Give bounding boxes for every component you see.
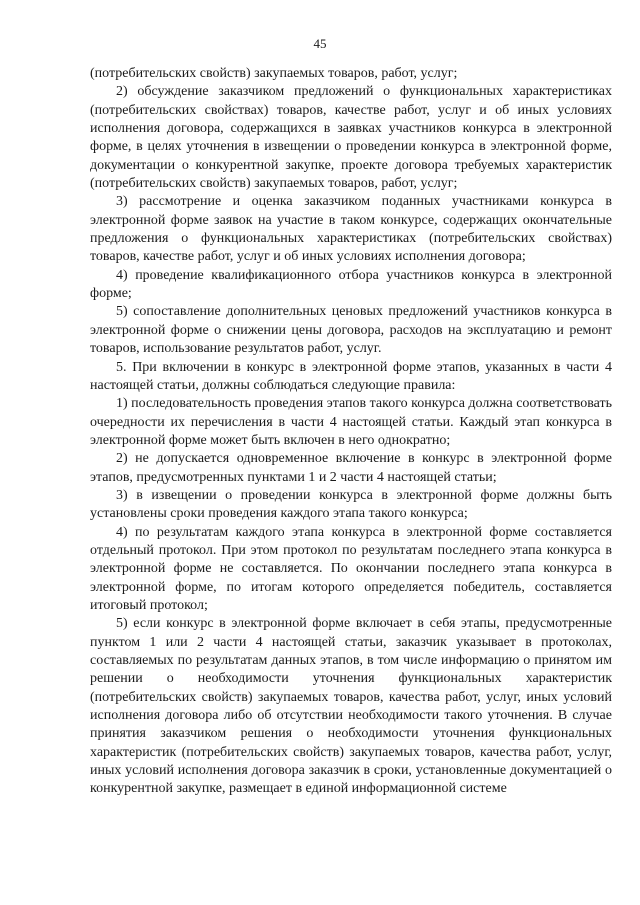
paragraph-rule-5: 5) если конкурс в электронной форме включает в себя этапы, предусмотренные пунктом 1 или 2 части 4 настоящей статьи, заказчик указывает в протоколах, составляемых по результатам данных этапов, в том числе информацию о принятом им решении о необходимости уточнения функциональных характеристик (потребительских свойств) закупаемых товаров, качества работ, услуг, иных условий исполнения договора либо об отсутствии необходимости такого уточнения. В случае принятия заказчиком решения о необходимости уточнения функциональных характеристик (потребительских свойств) закупаемых товаров, качества работ, услуг, иных условий исполнения договора заказчик в сроки, установленные документацией о конкурентной закупке, размещает в единой информационной системе <box>90 616 612 797</box>
paragraph-section-5: 5. При включении в конкурс в электронной форме этапов, указанных в части 4 настоящей статьи, должны соблюдаться следующие правила: <box>90 359 612 393</box>
page-number: 45 <box>313 36 327 51</box>
paragraph-item-3-review: 3) рассмотрение и оценка заказчиком поданных участниками конкурса в электронной форме заявок на участие в таком конкурсе, содержащих окончательные предложения о функциональных характеристиках (потребительских свойствах) товаров, качестве работ, услуг и об иных условиях исполнения договора; <box>90 194 612 265</box>
paragraph-continuation: (потребительских свойств) закупаемых товаров, работ, услуг; <box>90 66 458 81</box>
paragraph-item-2-discussion: 2) обсуждение заказчиком предложений о функциональных характеристиках (потребительских свойствах) товаров, качестве работ, услуг и об иных условиях исполнения договора, содержащихся в заявках участников конкурса в электронной форме, в целях уточнения в извещении о проведении конкурса в электронной форме, документации о конкурентной закупке, проекте договора требуемых характеристик (потребительских свойств) закупаемых товаров, работ, услуг; <box>90 84 612 192</box>
paragraph-rule-1: 1) последовательность проведения этапов такого конкурса должна соответствовать очередности их перечисления в части 4 настоящей статьи. Каждый этап конкурса в электронной форме может быть включен в него однократно; <box>90 396 613 448</box>
document-body <box>90 65 612 799</box>
paragraph-item-5-price-comparison: 5) сопоставление дополнительных ценовых предложений участников конкурса в электронной форме о снижении цены договора, расходов на эксплуатацию и ремонт товаров, использование результатов работ, услуг. <box>90 304 612 357</box>
paragraph-rule-4: 4) по результатам каждого этапа конкурса в электронной форме составляется отдельный протокол. При этом протокол по результатам последнего этапа конкурса в электронной форме не составляется. По окончании последнего этапа конкурса в электронной форме, по итогам которого определяется победитель, составляется итоговый протокол; <box>90 524 612 613</box>
paragraph-rule-2: 2) не допускается одновременное включение в конкурс в электронной форме этапов, предусмотренных пунктами 1 и 2 части 4 настоящей статьи; <box>90 451 612 485</box>
paragraph-item-4-qualification: 4) проведение квалификационного отбора участников конкурса в электронной форме; <box>90 267 612 302</box>
paragraph-rule-3: 3) в извещении о проведении конкурса в электронной форме должны быть установлены сроки проведения каждого этапа такого конкурса; <box>90 487 612 522</box>
